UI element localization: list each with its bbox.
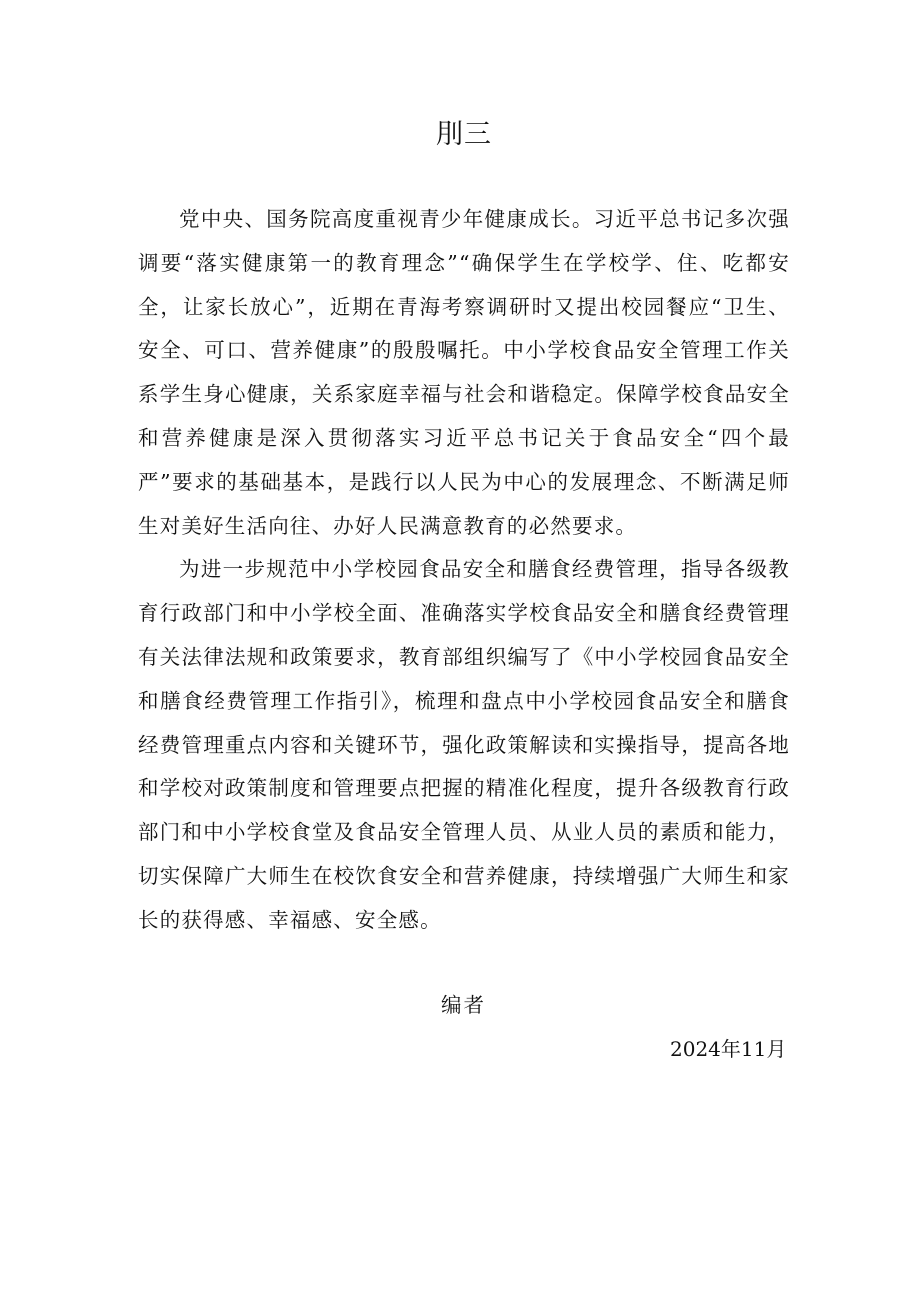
date: 2024年11月 [670,1037,787,1061]
signature: 编者 [441,993,486,1017]
paragraph-2: 为进一步规范中小学校园食品安全和膳食经费管理，指导各级教育行政部门和中小学校全面、准确落实学校食品安全和膳食经费管理有关法律法规和政策要求，教育部组织编写了《中小学校园食品安全和膳食经费管理工作指引》，梳理和盘点中小学校园食品安全和膳食经费管理重点内容和关键环节，强化政策解读和实操指导，提高各地和学校对政策制度和管理要点把握的精准化程度，提升各级教育行政部门和中小学校食堂及食品安全管理人员、从业人员的素质和能力，切实保障广大师生在校饮食安全和营养健康，持续增强广大师生和家长的获得感、幸福感、安全感。 [138,557,790,932]
page-title: 刖三 [436,119,492,150]
paragraph-1: 党中央、国务院高度重视青少年健康成长。习近平总书记多次强调要“落实健康第一的教育理念”“确保学生在学校学、住、吃都安全，让家长放心”，近期在青海考察调研时又提出校园餐应“卫生、安全、可口、营养健康”的殷殷嘱托。中小学校食品安全管理工作关系学生身心健康，关系家庭幸福与社会和谐稳定。保障学校食品安全和营养健康是深入贯彻落实习近平总书记关于食品安全“四个最严”要求的基础基本，是践行以人民为中心的发展理念、不断满足师生对美好生活向往、办好人民满意教育的必然要求。 [138,207,790,538]
body-text [138,198,790,943]
